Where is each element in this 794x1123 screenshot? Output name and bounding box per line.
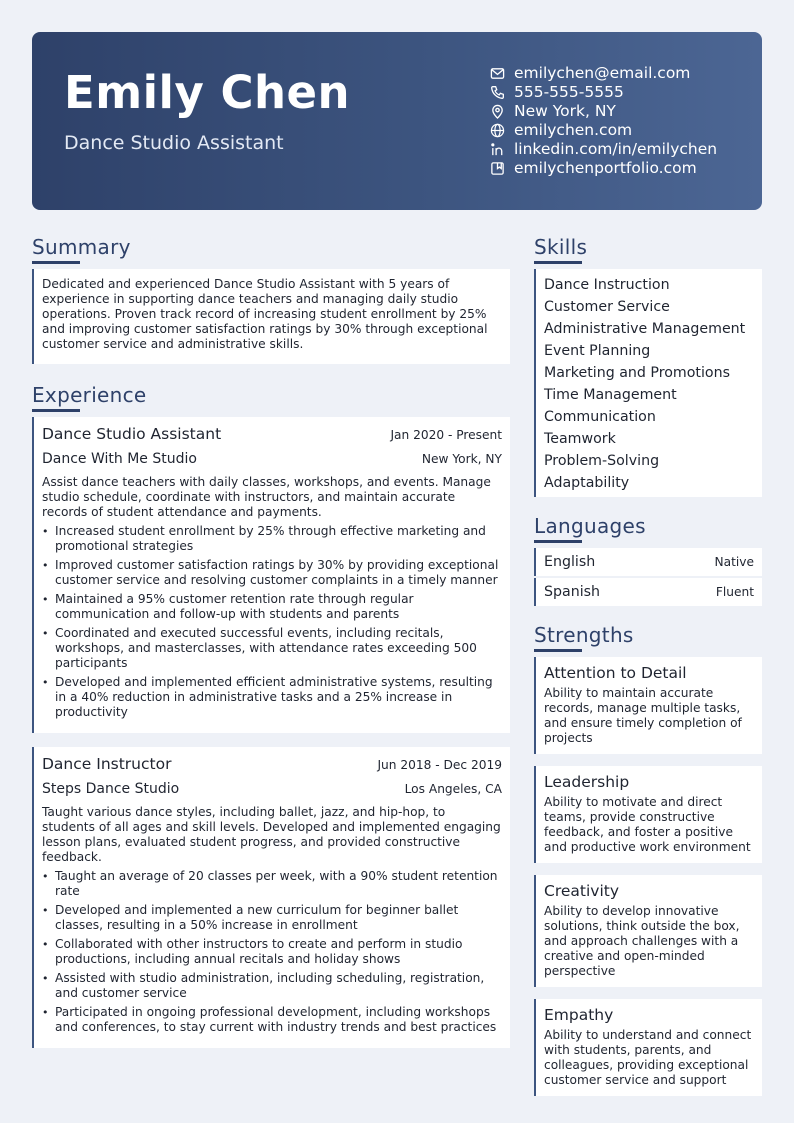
- job-location: New York, NY: [421, 452, 502, 466]
- job-entry: [32, 417, 510, 733]
- strength-name: Empathy: [544, 1006, 614, 1024]
- language-level: Native: [714, 555, 754, 569]
- achievement-item: • Developed and implemented a new curriculum for beginner ballet classes, resulting in a 50% increase in enrollment: [42, 903, 502, 933]
- languages-section: [534, 513, 762, 606]
- experience-section: [32, 382, 510, 1048]
- language-item: [534, 548, 762, 576]
- strength-description: Ability to maintain accurate records, manage multiple tasks, and ensure timely completion of projects: [544, 686, 742, 745]
- skill-item: Time Management: [544, 387, 677, 403]
- job-role: Dance Studio Assistant: [42, 425, 222, 443]
- language-level: Fluent: [715, 585, 754, 599]
- skill-item: Problem-Solving: [544, 453, 660, 469]
- achievement-item: • Assisted with studio administration, including scheduling, registration, and customer service: [42, 971, 502, 1001]
- section-divider: [32, 261, 80, 264]
- job-entry: [32, 747, 510, 1048]
- achievement-item: • Taught an average of 20 classes per week, with a 90% student retention rate: [42, 869, 502, 899]
- strengths-heading: Strengths: [534, 623, 634, 647]
- achievement-item: • Collaborated with other instructors to create and perform in studio productions, including annual recitals and holiday shows: [42, 937, 502, 967]
- summary-text: Dedicated and experienced Dance Studio Assistant with 5 years of experience in supporting dance teachers and managing daily studio operations. Proven track record of increasing student enrollment by 25% and improving customer satisfaction ratings by 30% through exceptional customer service and administrative skills.: [32, 269, 510, 364]
- phone-icon: [490, 85, 505, 100]
- languages-heading: Languages: [534, 514, 646, 538]
- contact-phone[interactable]: [490, 83, 717, 102]
- achievement-item: • Improved customer satisfaction ratings by 30% by providing exceptional customer service and resolving customer complaints in a timely manner: [42, 558, 502, 588]
- skill-item: Customer Service: [544, 299, 670, 315]
- skill-item: Communication: [544, 409, 656, 425]
- language-item: [534, 578, 762, 606]
- job-company: Steps Dance Studio: [42, 781, 180, 797]
- skill-item: Teamwork: [544, 431, 616, 447]
- achievement-item: • Developed and implemented efficient administrative systems, resulting in a 40% reduction in administrative tasks and a 25% increase in productivity: [42, 675, 502, 720]
- skills-heading: Skills: [534, 235, 588, 259]
- skill-item: Adaptability: [544, 475, 630, 491]
- sidebar-column: [534, 234, 762, 1108]
- job-company: Dance With Me Studio: [42, 451, 197, 467]
- location-icon: [490, 104, 505, 119]
- strengths-section: [534, 622, 762, 1096]
- job-description: Taught various dance styles, including ballet, jazz, and hip-hop, to students of all ages and skill levels. Developed and implemented engaging lesson plans, evaluated student progress, and provided constructive feedback.: [42, 805, 501, 864]
- contact-email[interactable]: [490, 64, 717, 83]
- linkedin-icon: [490, 142, 505, 157]
- job-dates: Jun 2018 - Dec 2019: [377, 758, 502, 772]
- summary-heading: Summary: [32, 235, 131, 259]
- candidate-name: Emily Chen: [64, 66, 351, 119]
- strength-name: Creativity: [544, 882, 620, 900]
- contact-location: [490, 102, 717, 121]
- strength-description: Ability to motivate and direct teams, provide constructive feedback, and foster a positive and productive work environment: [544, 795, 751, 854]
- main-column: [32, 234, 510, 1048]
- job-achievements: [42, 869, 502, 1035]
- strength-item: [534, 999, 762, 1096]
- achievement-item: • Increased student enrollment by 25% through effective marketing and promotional strategies: [42, 524, 502, 554]
- skills-section: [534, 234, 762, 497]
- skill-item: Dance Instruction: [544, 277, 670, 293]
- contact-location-text: New York, NY: [514, 102, 616, 120]
- strength-name: Attention to Detail: [544, 664, 687, 682]
- email-icon: [490, 66, 505, 81]
- achievement-item: • Coordinated and executed successful events, including recitals, workshops, and masterclasses, with attendance rates exceeding 500 participants: [42, 626, 502, 671]
- language-name: English: [544, 554, 596, 570]
- contact-website-text: emilychen.com: [514, 121, 633, 139]
- strength-item: [534, 766, 762, 863]
- section-divider: [32, 409, 80, 412]
- achievement-item: • Maintained a 95% customer retention rate through regular communication and follow-up with students and parents: [42, 592, 502, 622]
- strength-item: [534, 875, 762, 987]
- skill-item: Administrative Management: [544, 321, 746, 337]
- contact-email-text: emilychen@email.com: [514, 64, 691, 82]
- strength-item: [534, 657, 762, 754]
- skills-list: [534, 269, 762, 497]
- contact-website[interactable]: [490, 121, 717, 140]
- section-divider: [534, 649, 582, 652]
- strength-description: Ability to understand and connect with students, parents, and colleagues, providing exceptional customer service and support: [544, 1028, 752, 1087]
- skill-item: Event Planning: [544, 343, 651, 359]
- section-divider: [534, 540, 582, 543]
- resume-header: [32, 32, 762, 210]
- job-dates: Jan 2020 - Present: [390, 428, 502, 442]
- contact-portfolio-text: emilychenportfolio.com: [514, 159, 697, 177]
- contact-list: [490, 64, 717, 178]
- job-achievements: [42, 524, 502, 720]
- achievement-item: • Participated in ongoing professional development, including workshops and conferences, to stay current with industry trends and best practices: [42, 1005, 502, 1035]
- portfolio-icon: [490, 161, 505, 176]
- contact-portfolio[interactable]: [490, 159, 717, 178]
- job-title: Dance Studio Assistant: [64, 132, 284, 154]
- globe-icon: [490, 123, 505, 138]
- language-name: Spanish: [544, 584, 601, 600]
- strength-name: Leadership: [544, 773, 630, 791]
- job-location: Los Angeles, CA: [404, 782, 502, 796]
- job-description: Assist dance teachers with daily classes, workshops, and events. Manage studio schedule, coordinate with instructors, and maintain accurate records of student attendance and payments.: [42, 475, 491, 519]
- job-role: Dance Instructor: [42, 755, 172, 773]
- summary-section: [32, 234, 510, 364]
- strength-description: Ability to develop innovative solutions, think outside the box, and approach challenges with a creative and open-minded perspective: [544, 904, 740, 978]
- skill-item: Marketing and Promotions: [544, 365, 730, 381]
- contact-phone-text: 555-555-5555: [514, 83, 624, 101]
- contact-linkedin-text: linkedin.com/in/emilychen: [514, 140, 718, 158]
- experience-heading: Experience: [32, 383, 147, 407]
- contact-linkedin[interactable]: [490, 140, 717, 159]
- section-divider: [534, 261, 582, 264]
